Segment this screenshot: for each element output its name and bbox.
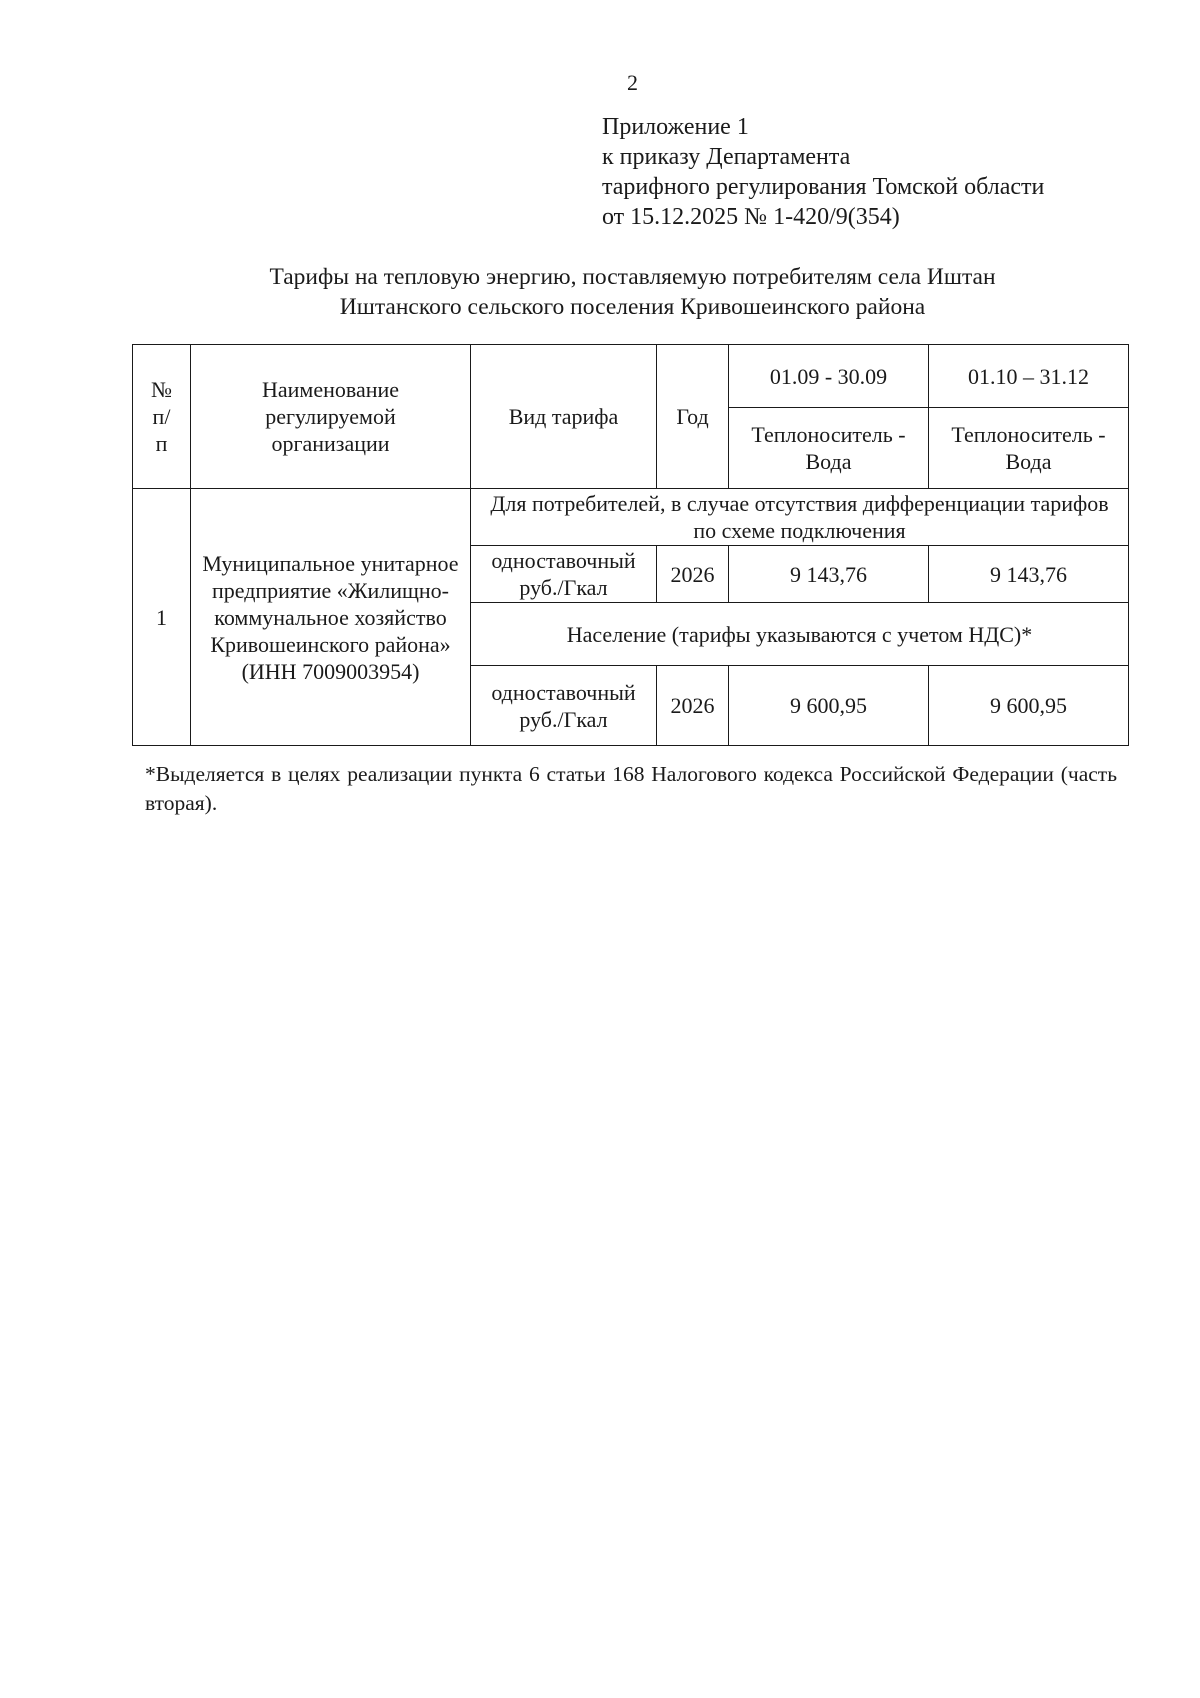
group-2-value-2: 9 600,95 [929, 666, 1129, 746]
org-inn: (ИНН 7009003954) [241, 658, 420, 684]
group-1-year: 2026 [657, 546, 729, 603]
appendix-line-3: тарифного регулирования Томской области [602, 174, 1045, 200]
document-title-line-1: Тарифы на тепловую энергию, поставляемую потребителям села Иштан [269, 264, 996, 290]
header-num: № п/п [133, 345, 191, 489]
table-header-row [133, 345, 1129, 408]
row-num: 1 [133, 489, 191, 746]
header-year: Год [657, 345, 729, 489]
org-name: Муниципальное унитарное предприятие «Жилищно-коммунальное хозяйство Кривошеинского района» [202, 550, 459, 657]
group-2-year: 2026 [657, 666, 729, 746]
tariff-table [132, 344, 1129, 746]
header-carrier-1: Теплоноситель - Вода [729, 408, 929, 489]
group-2-value-1: 9 600,95 [729, 666, 929, 746]
header-period-2: 01.10 – 31.12 [929, 345, 1129, 408]
footnote: *Выделяется в целях реализации пункта 6 статьи 168 Налогового кодекса Российской Федерации (часть вторая). [145, 762, 1117, 815]
appendix-line-2: к приказу Департамента [602, 144, 851, 170]
document-title [100, 262, 1165, 322]
header-tariff-type: Вид тарифа [471, 345, 657, 489]
header-org: Наименование регулируемой организации [191, 345, 471, 489]
appendix-line-1: Приложение 1 [602, 114, 749, 140]
group-1-label: Для потребителей, в случае отсутствия дифференциации тарифов по схеме подключения [471, 489, 1129, 546]
group-1-tariff-type: одноставочный руб./Гкал [471, 546, 657, 603]
document-title-line-2: Иштанского сельского поселения Кривошеинского района [339, 294, 926, 320]
org-cell [191, 489, 471, 746]
group-2-tariff-type: одноставочный руб./Гкал [471, 666, 657, 746]
header-carrier-2: Теплоноситель - Вода [929, 408, 1129, 489]
group-1-value-1: 9 143,76 [729, 546, 929, 603]
page-number: 2 [627, 70, 638, 95]
group-2-label: Население (тарифы указываются с учетом НДС)* [471, 603, 1129, 666]
group-1-value-2: 9 143,76 [929, 546, 1129, 603]
appendix-block [602, 112, 1044, 232]
appendix-line-4: от 15.12.2025 № 1-420/9(354) [602, 204, 900, 230]
table-row [133, 489, 1129, 546]
header-period-1: 01.09 - 30.09 [729, 345, 929, 408]
